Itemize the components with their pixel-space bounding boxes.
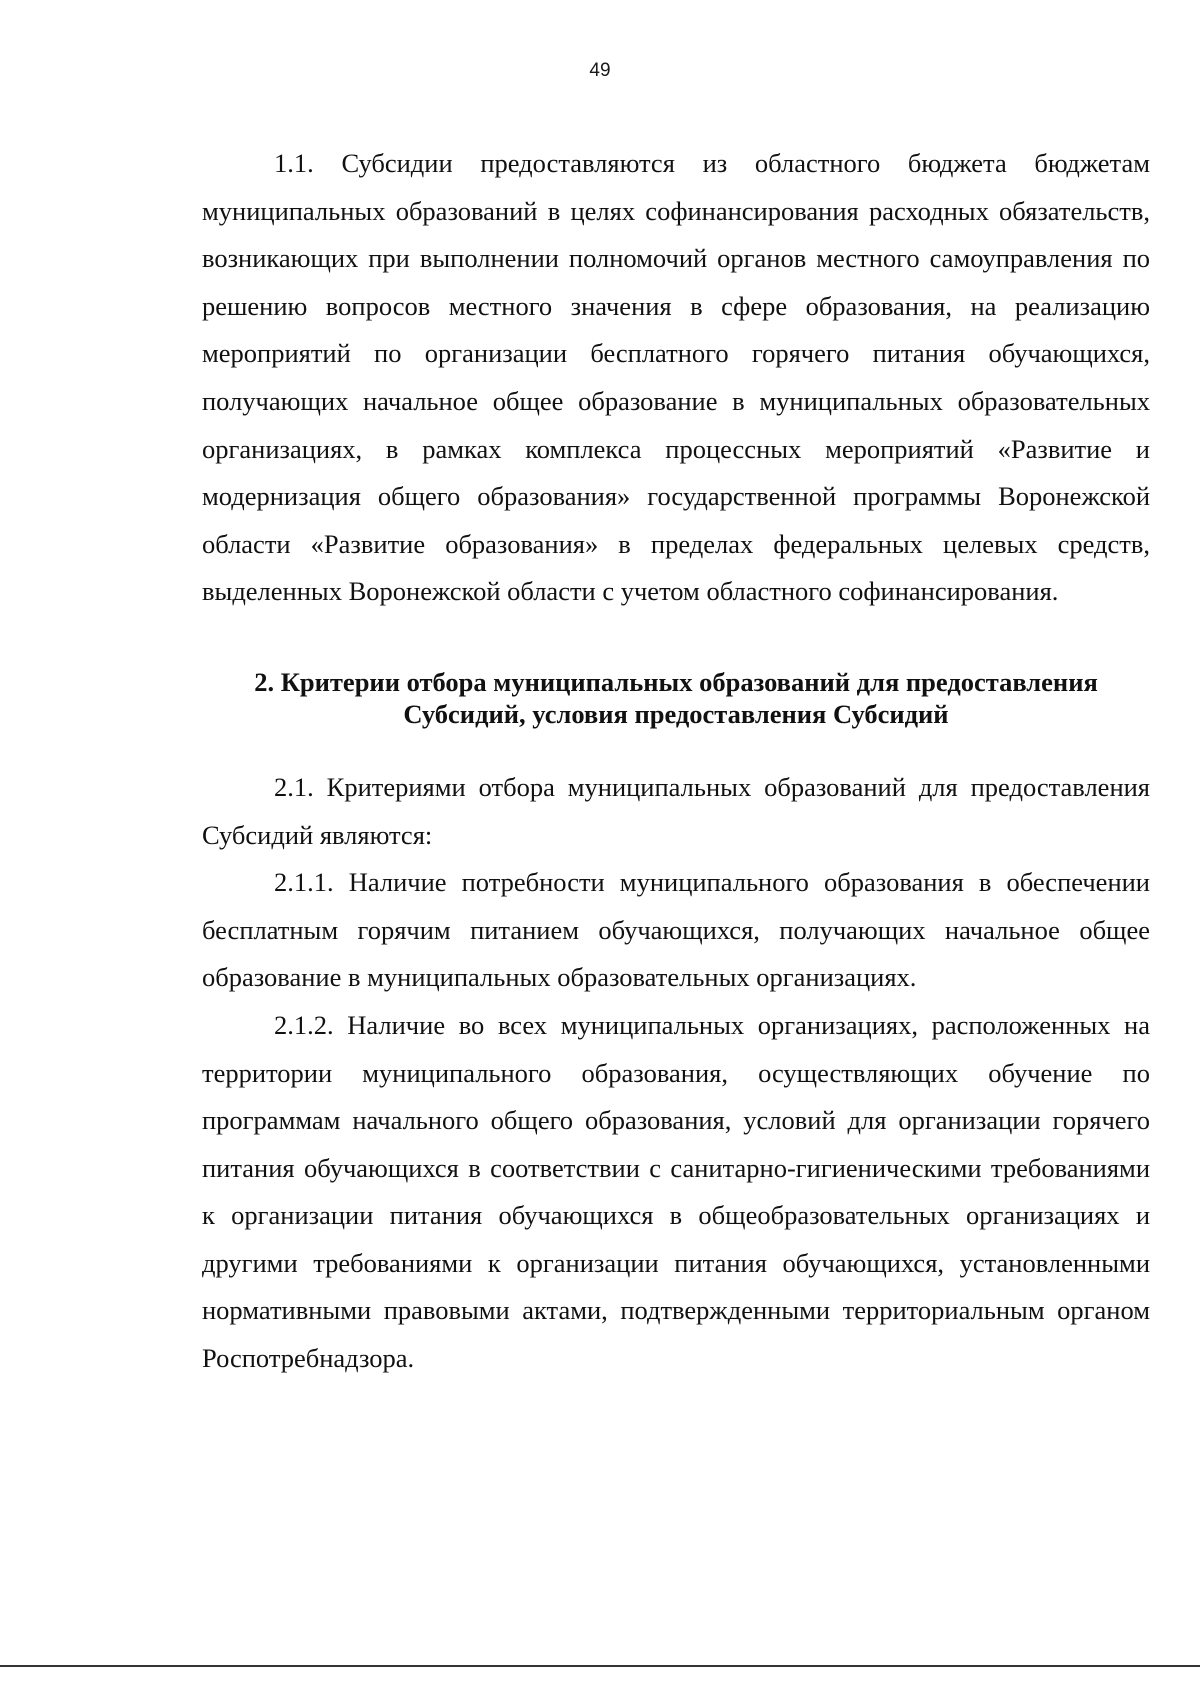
paragraph-2-1-1: 2.1.1. Наличие потребности муниципального образования в обеспечении бесплатным горячим питанием обучающихся, получающих начальное общее образование в муниципальных образовательных организациях.: [202, 867, 1150, 993]
section-2-heading: [202, 666, 1150, 730]
paragraph-1-1: 1.1. Субсидии предоставляются из областного бюджета бюджетам муниципальных образований в целях софинансирования расходных обязательств, возникающих при выполнении полномочий органов местного самоуправления по решению вопросов местного значения в сфере образования, на реализацию мероприятий по организации бесплатного горячего питания обучающихся, получающих начальное общее образование в муниципальных образовательных организациях, в рамках комплекса процессных мероприятий «Развитие и модернизация общего образования» государственной программы Воронежской области «Развитие образования» в пределах федеральных целевых средств, выделенных Воронежской области с учетом областного софинансирования.: [202, 148, 1150, 607]
document-body: [202, 140, 1150, 1383]
paragraph-2-1-2: 2.1.2. Наличие во всех муниципальных организациях, расположенных на территории муниципального образования, осуществляющих обучение по программам начального общего образования, условий для организации горячего питания обучающихся в соответствии с санитарно-гигиеническими требованиями к организации питания обучающихся в общеобразовательных организациях и другими требованиями к организации питания обучающихся, установленными нормативными правовыми актами, подтвержденными территориальным органом Роспотребнадзора.: [202, 1009, 1150, 1374]
page-number: 49: [589, 60, 611, 81]
scan-edge-line: [0, 1665, 1200, 1667]
section-2-heading-line-1: 2. Критерии отбора муниципальных образований для предоставления: [254, 666, 1098, 697]
paragraph-2-1: 2.1. Критериями отбора муниципальных образований для предоставления Субсидий являются:: [202, 771, 1150, 850]
section-2-heading-line-2: Субсидий, условия предоставления Субсидий: [403, 698, 949, 729]
